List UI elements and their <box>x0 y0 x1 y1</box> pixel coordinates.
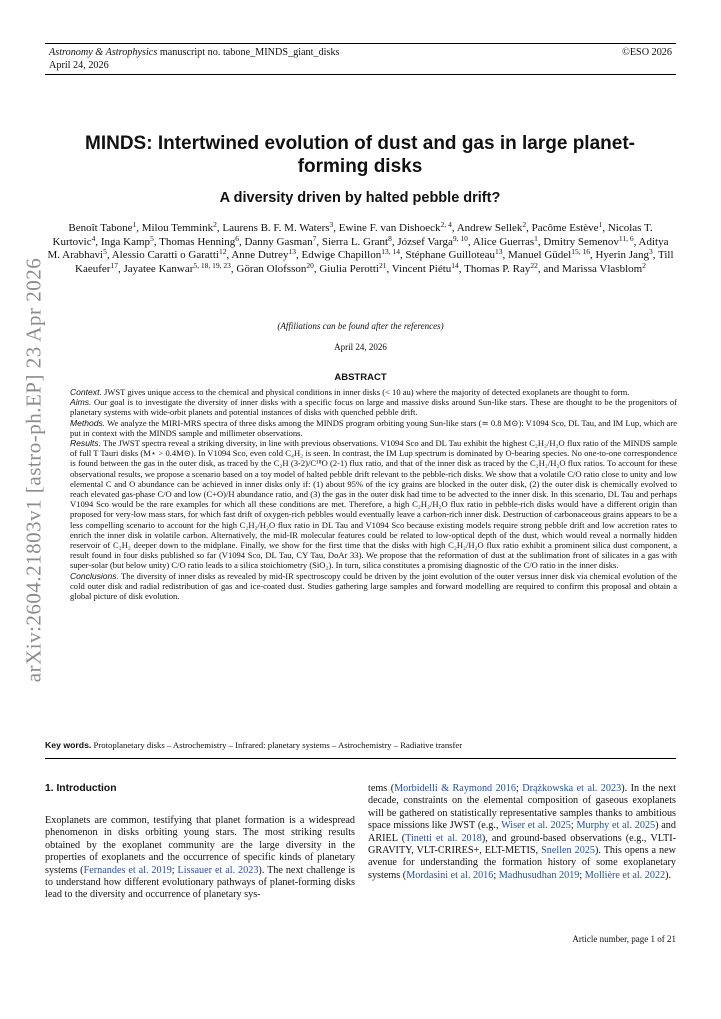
abstract-results <box>70 438 677 571</box>
author <box>142 222 217 234</box>
manuscript-id: manuscript no. tabone_MINDS_giant_disks <box>157 47 340 58</box>
author-affiliation: 5, 18, 19, 23 <box>193 260 231 270</box>
author <box>405 249 502 261</box>
manuscript-line <box>49 46 340 59</box>
author-name: Alessio Caratti o Garatti <box>111 249 219 262</box>
author-name: Anne Dutrey <box>231 249 289 262</box>
author-name: Manuel Güdel <box>508 249 572 262</box>
author <box>321 233 392 248</box>
author-affiliation: 13, 14 <box>381 247 400 257</box>
author <box>339 222 452 234</box>
author-list: Benoît Tabone$^1$, Milou Temmink$^2$, Laurens B. F. M. Waters$^3$, Ewine F. van Dishoeck$^{2, 4}$, Andrew Sellek$^2$, Pacôme Estève$^1$, Nicolas T. Kurtovic$^4$, Inga Kamp$^5$, Thomas Henning$^6$, Danny Gasman$^7$, Sierra L. Grant$^8$, József Varga$^{9, 10}$, Alice Guerras$^1$, Dmitry Semenov$^{11, 6}$, Aditya M. Arabhavi$^5$, Alessio Caratti o Garatti$^{12}$, Anne Dutrey$^{13}$, Edwige Chapillon$^{13, 14}$, Stéphane Guilloteau$^{13}$, Manuel Güdel$^{15, 16}$, Hyerin Jang$^3$, Till Kaeufer$^{17}$, Jayatee Kanwar$^{5, 18, 19, 23}$, Göran Olofsson$^{20}$, Giulia Perotti$^{21}$, Vincent Piétu$^{14}$, Thomas P. Ray$^{22}$, and Marissa Vlasblom$^2$ <box>47 220 674 275</box>
author <box>68 222 136 234</box>
abstract <box>70 387 677 601</box>
intro-left-column <box>45 815 355 902</box>
citation-link[interactable]: Drążkowska et al. 2023 <box>522 783 622 794</box>
author-name: Nicolas T. Kurtovic <box>52 222 653 248</box>
author-name: Dmitry Semenov <box>543 235 619 248</box>
author-affiliation: 13 <box>288 247 296 257</box>
section-heading: 1. Introduction <box>45 783 117 794</box>
results-text: The JWST spectra reveal a striking diversity, in line with previous observations. V1094 Sco and DL Tau exhibit the highest C₂H₂/H₂O flux ratio of the MINDS sample of full T Tauri disks (M⋆ > 0.4M⊙). In V1094 Sco, even cold C₄H₂ is seen. In contrast, the IM Lup spectrum is dominated by O-bearing species. No one-to-one correspondence is found between the gas in the outer disk, as traced by the C₂H (3-2)/C¹⁸O (2-1) flux ratio, and that of the inner disk as traced by the C₂H₂/H₂O flux ratios. To account for these observational results, we propose a scenario based on a toy model of halted pebble drift relevant to the pebble-rich disks. We show that a volatile C/O ratio close to unity and low elemental C and O abundance can be achieved in inner disks only if: (1) about 95% of the icy grains are blocked in the outer disk, (2) the outer disk is chemically evolved to reach elevated gas-phase C/O and low (C+O)/H abundance ratio, and (3) the gas in the outer disk had time to be advected to the inner disk. In this scenario, DL Tau and perhaps V1094 Sco would be the rare examples for which all these conditions are met. Therefore, a high C₂H₂/H₂O flux ratio in pebble-rich disks would have a different origin than proposed for very-low mass stars, for which fast drift of oxygen-rich pebbles would eventually leave a carbon-rich inner disk. Destruction of carbonaceous grains appears to be a less compelling scenario to account for the high C₂H₂/H₂O flux ratio in DL Tau and V1094 Sco because existing models require strong pebble drift and low accretion rates to enrich the inner disk in volatile carbon. Alternatively, the mid-IR molecular features could be related to low-optical depth of the dust, which would reveal a normally hidden reservoir of C₂H₂ deeper down to the midplane. Finally, we show for the first time that the disks with high C₂H₂/H₂O flux ratio exhibit a prominent silica dust component, a result found in four disks published so far (V1094 Sco, DL Tau, CY Tau, DoAr 33). We propose that the reformation of dust at the sublimation front of silicates in a gas with super-solar (but below unity) C/O ratio leads to a silica stoichiometry (SiO₂). In turn, silica constitutes a promising diagnostic of the C/O ratio in the inner disks. <box>70 438 678 571</box>
author <box>112 249 227 261</box>
author <box>236 260 314 275</box>
citation-link[interactable]: Wiser et al. 2025 <box>501 820 571 832</box>
author-affiliation: 11, 6 <box>618 233 634 243</box>
author-name: Laurens B. F. M. Waters <box>222 222 330 234</box>
author-affiliation: 13 <box>495 247 503 257</box>
author-name: Benoît Tabone <box>68 222 133 234</box>
author-affiliation: 2 <box>642 260 646 270</box>
author-affiliation: 7 <box>312 233 317 243</box>
author-affiliation: 15, 16 <box>571 247 590 257</box>
author-affiliation: 2 <box>522 220 527 229</box>
author <box>472 233 538 248</box>
citation-link[interactable]: Fernandes et al. 2019 <box>83 864 172 876</box>
author-affiliation: 1 <box>534 233 538 243</box>
author <box>397 233 468 248</box>
methods-text: We analyze the MIRI-MRS spectra of three disks among the MINDS program orbiting young Sun-like stars (≃ 0.8 M⊙): V1094 Sco, DL Tau, and IM Lup, which are put in context with the MINDS sample and millimeter observations. <box>70 417 677 438</box>
author-name: Jayatee Kanwar <box>123 262 194 275</box>
author-affiliation: 6 <box>235 233 239 243</box>
context-text: JWST gives unique access to the chemical and physical conditions in inner disks (< 10 au) where the majority of detected exoplanets are thought to form. <box>101 387 630 397</box>
aims-text: Our goal is to investigate the diversity of inner disks with a specific focus on large and massive disks around Sun-like stars. These are thought to be the progenitors of planetary systems with wide-orbit planets and potential instances of disks with quenched pebble drift. <box>70 397 677 418</box>
intro-text: ). The next challenge is to understand how different evolutionary pathways of planet-forming disks lead to the diversity and occurrence of planetary sys- <box>45 864 356 901</box>
intro-text: tems ( <box>368 783 395 794</box>
arxiv-id: arXiv:2604.21803v1 [astro-ph.EP] 23 Apr 2026 <box>21 257 46 683</box>
author-name: Andrew Sellek <box>456 222 523 234</box>
author-name: Hyerin Jang <box>595 249 649 262</box>
citation-link[interactable]: Mordasini et al. 2016 <box>406 869 494 881</box>
page-footer: Article number, page 1 of 21 <box>572 934 676 944</box>
author <box>543 233 634 248</box>
author-affiliation: 3 <box>648 247 653 257</box>
author-affiliation: 2 <box>213 220 217 229</box>
intro-text: ), and ground-based observations (e.g., VLTI-GRAVITY, VLT-CRIRES+, ELT-METIS, <box>368 832 676 857</box>
conclusions-text: The diversity of inner disks as revealed by mid-IR spectroscopy could be driven by the joint evolution of the outer versus inner disk via chemical evolution of the cold outer disk and radial redistribution of gas and ice-coated dust. Studies gathering large samples and forward modelling are required to confirm this proposal and obtain a global picture of disk evolution. <box>70 570 677 602</box>
paper-title: MINDS: Intertwined evolution of dust and gas in large planet-forming disks <box>85 133 635 177</box>
header-date: April 24, 2026 <box>49 60 109 71</box>
author-affiliation: 4 <box>91 233 96 243</box>
author-name: Thomas P. Ray <box>464 262 531 275</box>
author-affiliation: 9, 10 <box>452 233 468 243</box>
author-name: Ewine F. van Dishoeck <box>338 222 441 234</box>
aims-label: Aims. <box>70 397 92 408</box>
author <box>595 249 652 261</box>
citation-link[interactable]: Tinetti et al. 2018 <box>405 832 482 844</box>
author-affiliation: 5 <box>150 233 154 243</box>
context-label: Context. <box>70 387 102 397</box>
keywords-text: Protoplanetary disks – Astrochemistry – Infrared: planetary systems – Astrochemistry – Radiative transfer <box>93 740 463 750</box>
author-name: Thomas Henning <box>159 235 236 248</box>
intro-text: ) and ARIEL ( <box>368 820 676 844</box>
author-affiliation: 20 <box>306 260 314 270</box>
author-affiliation: 14 <box>451 260 459 270</box>
author-affiliation: 3 <box>329 220 334 229</box>
keywords-label: Key words. <box>45 740 92 750</box>
author-affiliation: 2, 4 <box>440 220 452 229</box>
author <box>231 249 296 261</box>
intro-text: ; <box>515 783 523 794</box>
author-name: Danny Gasman <box>244 235 313 248</box>
author <box>319 260 387 275</box>
paper-subtitle: A diversity driven by halted pebble drift? <box>219 190 501 206</box>
intro-text: Exoplanets are common, testifying that planet formation is a widespread phenomenon in disks orbiting young stars. The most striking results obtained by the exoplanet community are the large diversity in the properties of exoplanets and the occurrence of specific kinds of planetary systems ( <box>45 815 355 876</box>
intro-text: ). <box>665 869 672 881</box>
author-affiliation: 5 <box>103 247 107 257</box>
author-name: József Varga <box>397 235 453 248</box>
citation-link[interactable]: Murphy et al. 2025 <box>576 820 656 832</box>
author <box>301 249 400 261</box>
author-name: Inga Kamp <box>100 235 151 248</box>
author-name: Stéphane Guilloteau <box>405 249 495 262</box>
intro-text: ; <box>171 864 178 876</box>
author <box>508 249 590 261</box>
citation-link[interactable]: Lissauer et al. 2023 <box>177 864 259 876</box>
intro-text: ). This opens a new avenue for understanding the formation history of some exoplanetary systems ( <box>368 845 676 881</box>
methods-label: Methods. <box>70 417 106 428</box>
author <box>244 233 317 248</box>
citation-link[interactable]: Snellen 2025 <box>541 845 595 857</box>
author <box>159 233 239 248</box>
author <box>100 233 154 248</box>
intro-right-column <box>368 783 676 882</box>
author-name: Sierra L. Grant <box>321 235 389 248</box>
author <box>464 260 538 275</box>
author-affiliation: 17 <box>110 260 118 270</box>
abstract-conclusions <box>70 571 677 602</box>
author-name: Marissa Vlasblom <box>562 262 643 275</box>
citation-link[interactable]: Morbidelli & Raymond 2016 <box>394 783 516 794</box>
intro-text: ; <box>579 869 585 881</box>
author <box>532 222 603 234</box>
copyright: ©ESO 2026 <box>622 47 672 58</box>
author-name: Giulia Perotti <box>319 262 379 275</box>
author-affiliation: 1 <box>132 220 137 229</box>
author-name: Edwige Chapillon <box>301 249 382 262</box>
citation-link[interactable]: Mollière et al. 2022 <box>584 869 666 881</box>
author-affiliation: 12 <box>218 247 227 257</box>
intro-text: ; <box>570 820 577 832</box>
author <box>562 260 646 275</box>
author-name: Aditya M. Arabhavi <box>47 235 669 262</box>
author <box>222 222 333 234</box>
results-label: Results. <box>70 438 101 449</box>
author <box>391 260 459 275</box>
intro-text: ). In the next decade, constraints on the elemental composition of gaseous exoplanets will be gathered on statistically representative samples thanks to ambitious space missions like JWST (e.g., <box>368 783 676 832</box>
abstract-context <box>70 387 677 397</box>
citation-link[interactable]: Madhusudhan 2019 <box>498 869 580 881</box>
abstract-heading: ABSTRACT <box>334 372 387 383</box>
author-affiliation: 1 <box>598 220 603 229</box>
author <box>457 222 526 234</box>
abstract-aims <box>70 397 677 417</box>
conclusions-label: Conclusions. <box>70 570 119 581</box>
author-name: Vincent Piétu <box>391 262 452 275</box>
author-name: Pacôme Estève <box>531 222 599 234</box>
arxiv-stamp <box>19 230 49 710</box>
author-name: Milou Temmink <box>141 222 214 234</box>
author-affiliation: 21 <box>378 260 387 270</box>
abstract-methods <box>70 418 677 438</box>
author-affiliation: 8 <box>388 233 392 243</box>
affiliations-note: (Affiliations can be found after the references) <box>277 321 444 331</box>
running-header <box>45 43 676 75</box>
date-line: April 24, 2026 <box>334 342 387 352</box>
author <box>123 260 231 275</box>
keywords <box>45 740 676 750</box>
author-name: Alice Guerras <box>472 235 535 248</box>
intro-text: ; <box>493 869 499 881</box>
section-divider <box>45 758 676 759</box>
author-name: Till Kaeufer <box>75 249 674 275</box>
author-name: Göran Olofsson <box>236 262 307 275</box>
author-affiliation: 22 <box>530 260 538 270</box>
journal-name: Astronomy & Astrophysics <box>49 47 158 58</box>
